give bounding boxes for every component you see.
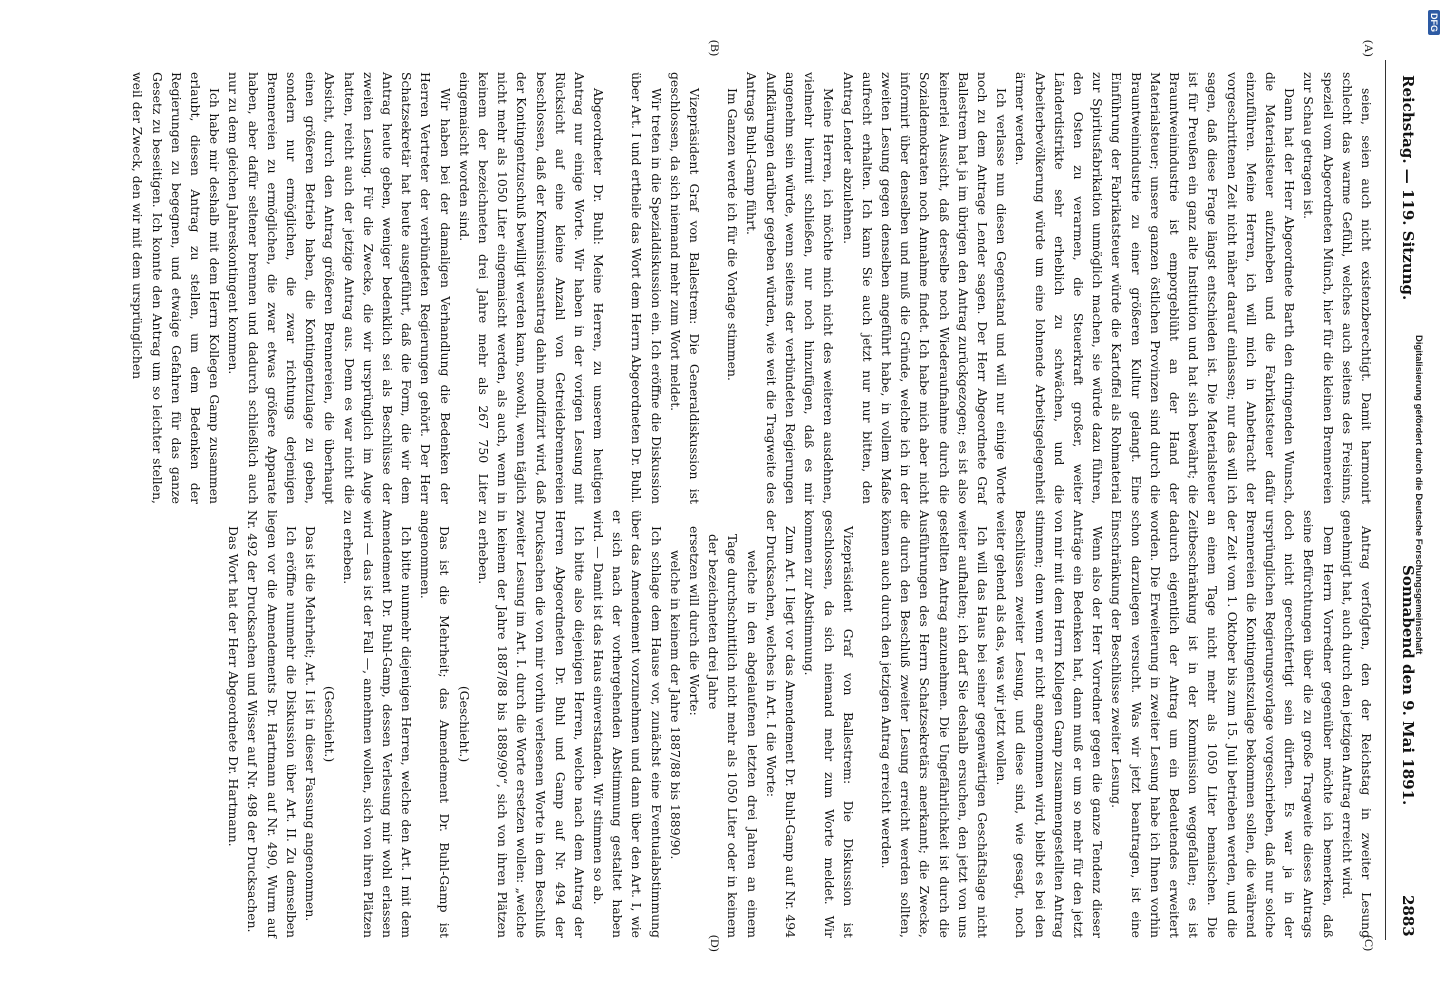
- header-left: Reichstag. — 119. Sitzung.: [1399, 75, 1417, 301]
- paragraph: Ich eröffne nunmehr die Diskussion über Art. II. Zu demselben liegen vor die Amendements Dr. Hartmann auf Nr. 490, Wurm auf Nr. 492 der Drucksachen und Wisser auf Nr. 498 der Drucksachen.: [245, 510, 299, 938]
- paragraph: seien, seien auch nicht existenzberechtigt. Damit harmonirt schlecht das warme Gefühl, welches auch seitens des Freisinns, speziell vom Abgeordneten Münch, hier für die kleinen Brennereien zur Schau getragen ist.: [1301, 72, 1374, 504]
- paragraph: Ich bitte also diejenigen Herren, welche nach dem Antrag der Herren Abgeordneten Dr. Buhl und Gamp auf Nr. 494 der Drucksachen die von mir vorhin verlesenen Worte in dem Beschluß zweiter Lesung im Art. I. durch die Worte ersetzen wollen: „welche in keinem der Jahre 1887/88 bis 1889/90“, sich von ihren Plätzen zu erheben.: [475, 510, 587, 938]
- paragraph: Antrag verfolgten, den der Reichstag in zweiter Lesung genehmigt hat, auch durch den jetzigen Antrag erreicht wird.: [1339, 510, 1374, 938]
- paragraph: Im Ganzen werde ich für die Vorlage stimmen.: [725, 88, 741, 381]
- paragraph: Dann hat der Herr Abgeordnete Barth den dringenden Wunsch, die Materialsteuer aufzuheben und die Fabrikatsteuer dafür einzuführen. Meine Herren, ich will mich in Anbetracht der vorgeschrittenen Zeit nicht näher darauf einlassen; nur das will ich sagen, daß diese Frage längst entschieden ist. Die Materialsteuer ist für Preußen ein ganz alte Institution und hat sich bewährt; die Brauntweinindustrie ist emporgeblüht an der Hand der Materialsteuer; unsere ganzen östlichen Provinzen sind durch die Brauntweinindustrie zu einer größeren Kultur gelangt. Eine Einführung der Fabrikatsteuer würde die Kartoffel als Rohmaterial zur Spiritusfabrikation unmöglich machen, sie würde dazu führen, den Osten zu verarmen, die Steuerkraft großer, weiter Länderdistrikte sehr erheblich zu schwächen, und die Arbeiterbevölkerung würde um eine lohnende Arbeitsgelegenheit ärmer werden.: [1013, 72, 1298, 504]
- header-center: Sonnabend den 9. Mai 1891.: [1399, 565, 1417, 806]
- paragraph: Ich bitte nunmehr diejenigen Herren, welche den Art. I mit dem Amendement Dr. Buhl-Gamp, dessen Verlesung mir wohl erlassen wird — das ist der Fall —, annehmen wollen, sich von ihren Plätzen zu erheben.: [341, 510, 415, 938]
- margin-mark-d: (D): [708, 935, 722, 952]
- paragraph: Ich schlage dem Hause vor, zunächst eine Eventualabstimmung über das Amendement vorzunehmen und dann über den Art. I, wie er sich nach der vorhergehenden Abstimmung gestaltet haben wird. — Damit ist das Haus einverstanden. Wir stimmen so ab.: [591, 510, 664, 938]
- stage-direction: (Geschieht.): [322, 685, 338, 763]
- paragraph-speaker: Abgeordneter Dr. Buhl: Meine Herren, zu unserem heutigen Antrag nur einige Worte. Wir haben in der vorigen Lesung mit Rücksicht auf eine kleine Anzahl von Getreidebrennereien beschlossen, daß der Kommissionsantrag dahin modifizirt wird, daß der Kontingentzuschuß bewilligt werden kann, sowohl, wenn täglich nicht mehr als 1050 Liter eingemaischt werden, als auch, wenn in keinem der bezeichneten drei Jahre mehr als 267 750 Liter eingemaischt worden sind.: [456, 72, 607, 504]
- paragraph: Dem Herrn Vorredner gegenüber möchte ich bemerken, daß seine Befürchtungen über die zu große Tragweite dieses Antrags doch nicht gerechtfertigt sein dürften. Es war ja in der ursprünglichen Regierungsvorlage vorgeschrieben, daß nur solche Brennereien die Kontingentszulage bekommen sollen, die während der Zeit vom 1. Oktober bis zum 15. Juli betrieben werden, und die an einem Tage nicht mehr als 1050 Liter bemaischen. Die Zeitbeschränkung ist in der Kommission weggefallen; es ist dadurch eigentlich der Antrag um ein Bedeutendes erweitert worden. Die Erweiterung in zweiter Lesung habe ich Ihnen vorhin schon darzulegen versucht. Was wir jetzt beantragen, ist eine Einschränkung der Beschlüsse zweiter Lesung.: [1109, 510, 1336, 938]
- paragraph: Das ist die Mehrheit; das Amendement Dr. Buhl-Gamp ist angenommen.: [418, 510, 453, 938]
- paragraph: Ich will das Haus bei seiner gegenwärtigen Geschäftslage nicht weiter aufhalten; ich darf Sie deshalb ersuchen, den jetzt von uns gestellten Antrag anzunehmen. Die Ungefährlichkeit ist durch die Ausführungen des Herrn Schatzsekretärs anerkannt; die Zwecke, die durch den Beschluß zweiter Lesung erreicht werden sollten, können auch durch den jetzigen Antrag erreicht werden.: [878, 510, 990, 938]
- paragraph: ersetzen will durch die Worte:: [687, 526, 703, 716]
- paragraph: Wenn also der Herr Vorredner gegen die ganze Tendenz dieser Anträge ein Bedenken hat, dann muß er um so mehr für den jetzt von mir mit dem Herrn Kollegen Gamp zusammengestellten Antrag stimmen; denn wenn er nicht angenommen wird, bleibt es bei den Beschlüssen zweiter Lesung, und diese sind, wie gesagt, noch weiter gehend als das, was wir jetzt wollen.: [994, 510, 1106, 938]
- header-rule: [1385, 60, 1386, 940]
- paragraph: Wir treten in die Spezialdiskussion ein. Ich eröffne die Diskussion über Art. I und ertheile das Wort dem Herrn Abgeordneten Dr. Buhl.: [629, 72, 664, 504]
- digitization-credit: Digitalisierung gefördert durch die Deutsche Forschungsgemeinschaft: [1413, 335, 1424, 655]
- paragraph: Zum Art. I liegt vor das Amendement Dr. Buhl-Gamp auf Nr. 494 der Drucksachen, welches in Art. I die Worte:: [763, 510, 799, 938]
- paragraph: Ich habe mir deshalb mit dem Herrn Kollegen Gamp zusammen erlaubt, diesen Antrag zu stellen, um dem Bedenken der Regierungen zu begegnen, und etwaige Gefahren für das ganze Gesetz zu beseitigen. Ich konnte den Antrag um so leichter stellen, weil der Zweck, den wir mit dem ursprünglichen: [130, 72, 223, 504]
- paragraph-vice-president: Vizepräsident Graf von Ballestrem: Die Diskussion ist geschlossen, da sich niemand mehr zum Worte meldet. Wir kommen zur Abstimmung.: [802, 510, 856, 938]
- quoted-text: welche in keinem der Jahre 1887/88 bis 1889/90.: [667, 550, 683, 860]
- paragraph: Das ist die Mehrheit; Art. I ist in dieser Fassung angenommen.: [303, 526, 319, 922]
- paragraph: Wir haben bei der damaligen Verhandlung die Bedenken der Herren Vertreter der verbündeten Regierungen gehört. Der Herr Schatzsekretär hat heute ausgeführt, daß die Form, die wir dem Antrag heute geben, weniger bedenklich sei als Beschlüsse der zweiten Lesung. Für die Zwecke, die wir ursprünglich im Auge hatten, reicht auch der jetzige Antrag aus. Denn es war nicht die Absicht, durch den Antrag größeren Brennereien, die überhaupt einen größeren Betrieb haben, die Kontingentzulage zu geben, sondern nur ermöglichen, die zwar richtungs derjenigen Brennereien zu ermöglichen, die zwar etwas größere Apparate haben, aber dafür seltener brennen und dadurch schließlich auch nur zu dem gleichen Jahreskontingent kommen.: [226, 72, 453, 504]
- stage-direction: (Geschieht.): [456, 685, 472, 763]
- dfg-logo: DFG: [1428, 10, 1440, 35]
- paragraph: Das Wort hat der Herr Abgeordnete Dr. Hartmann.: [226, 526, 242, 847]
- margin-mark-c: (C): [1362, 935, 1376, 951]
- page-number: 2883: [1399, 895, 1417, 937]
- paragraph: Ich verlasse nun diesen Gegenstand und will nur einige Worte noch zu dem Antrage Lender sagen. Der Herr Abgeordnete Graf Ballestrem hat ja im übrigen den Antrag zurückgezogen; es ist also keinerlei Aussicht, daß derselbe noch Wiederaufnahme durch die Sozialdemokraten noch Annahme findet. Ich habe mich aber nicht informirt über denselben und muß die Gründe, welche ich in der zweiten Lesung gegen denselben angeführt habe, in vollem Maße aufrecht erhalten. Ich kann Sie auch jetzt nur nur bitten, den Antrag Lender abzulehnen.: [840, 72, 1010, 504]
- right-column: [4, 510, 1376, 938]
- margin-mark-a: (A): [1362, 40, 1376, 57]
- margin-mark-b: (B): [708, 40, 722, 56]
- paragraph-vice-president: Vizepräsident Graf von Ballestrem: Die Generaldiskussion ist geschlossen, da sich niemand mehr zum Wort meldet.: [667, 72, 703, 504]
- paragraph: Meine Herren, ich möchte mich nicht des weiteren ausdehnen, vielmehr hiermit schließen, nur noch hinzufügen, daß es mir angenehm sein würde, wenn seitens der verbündeten Regierungen Aufklärungen darüber gegeben würden, wie weit die Tragweite des Antrags Buhl-Gamp führt.: [744, 72, 837, 504]
- quoted-text: welche in den abgelaufenen letzten drei Jahren an einem Tage durchschnittlich nicht mehr als 1050 Liter oder in keinem der bezeichneten drei Jahre: [706, 534, 760, 938]
- left-column: [4, 72, 1376, 504]
